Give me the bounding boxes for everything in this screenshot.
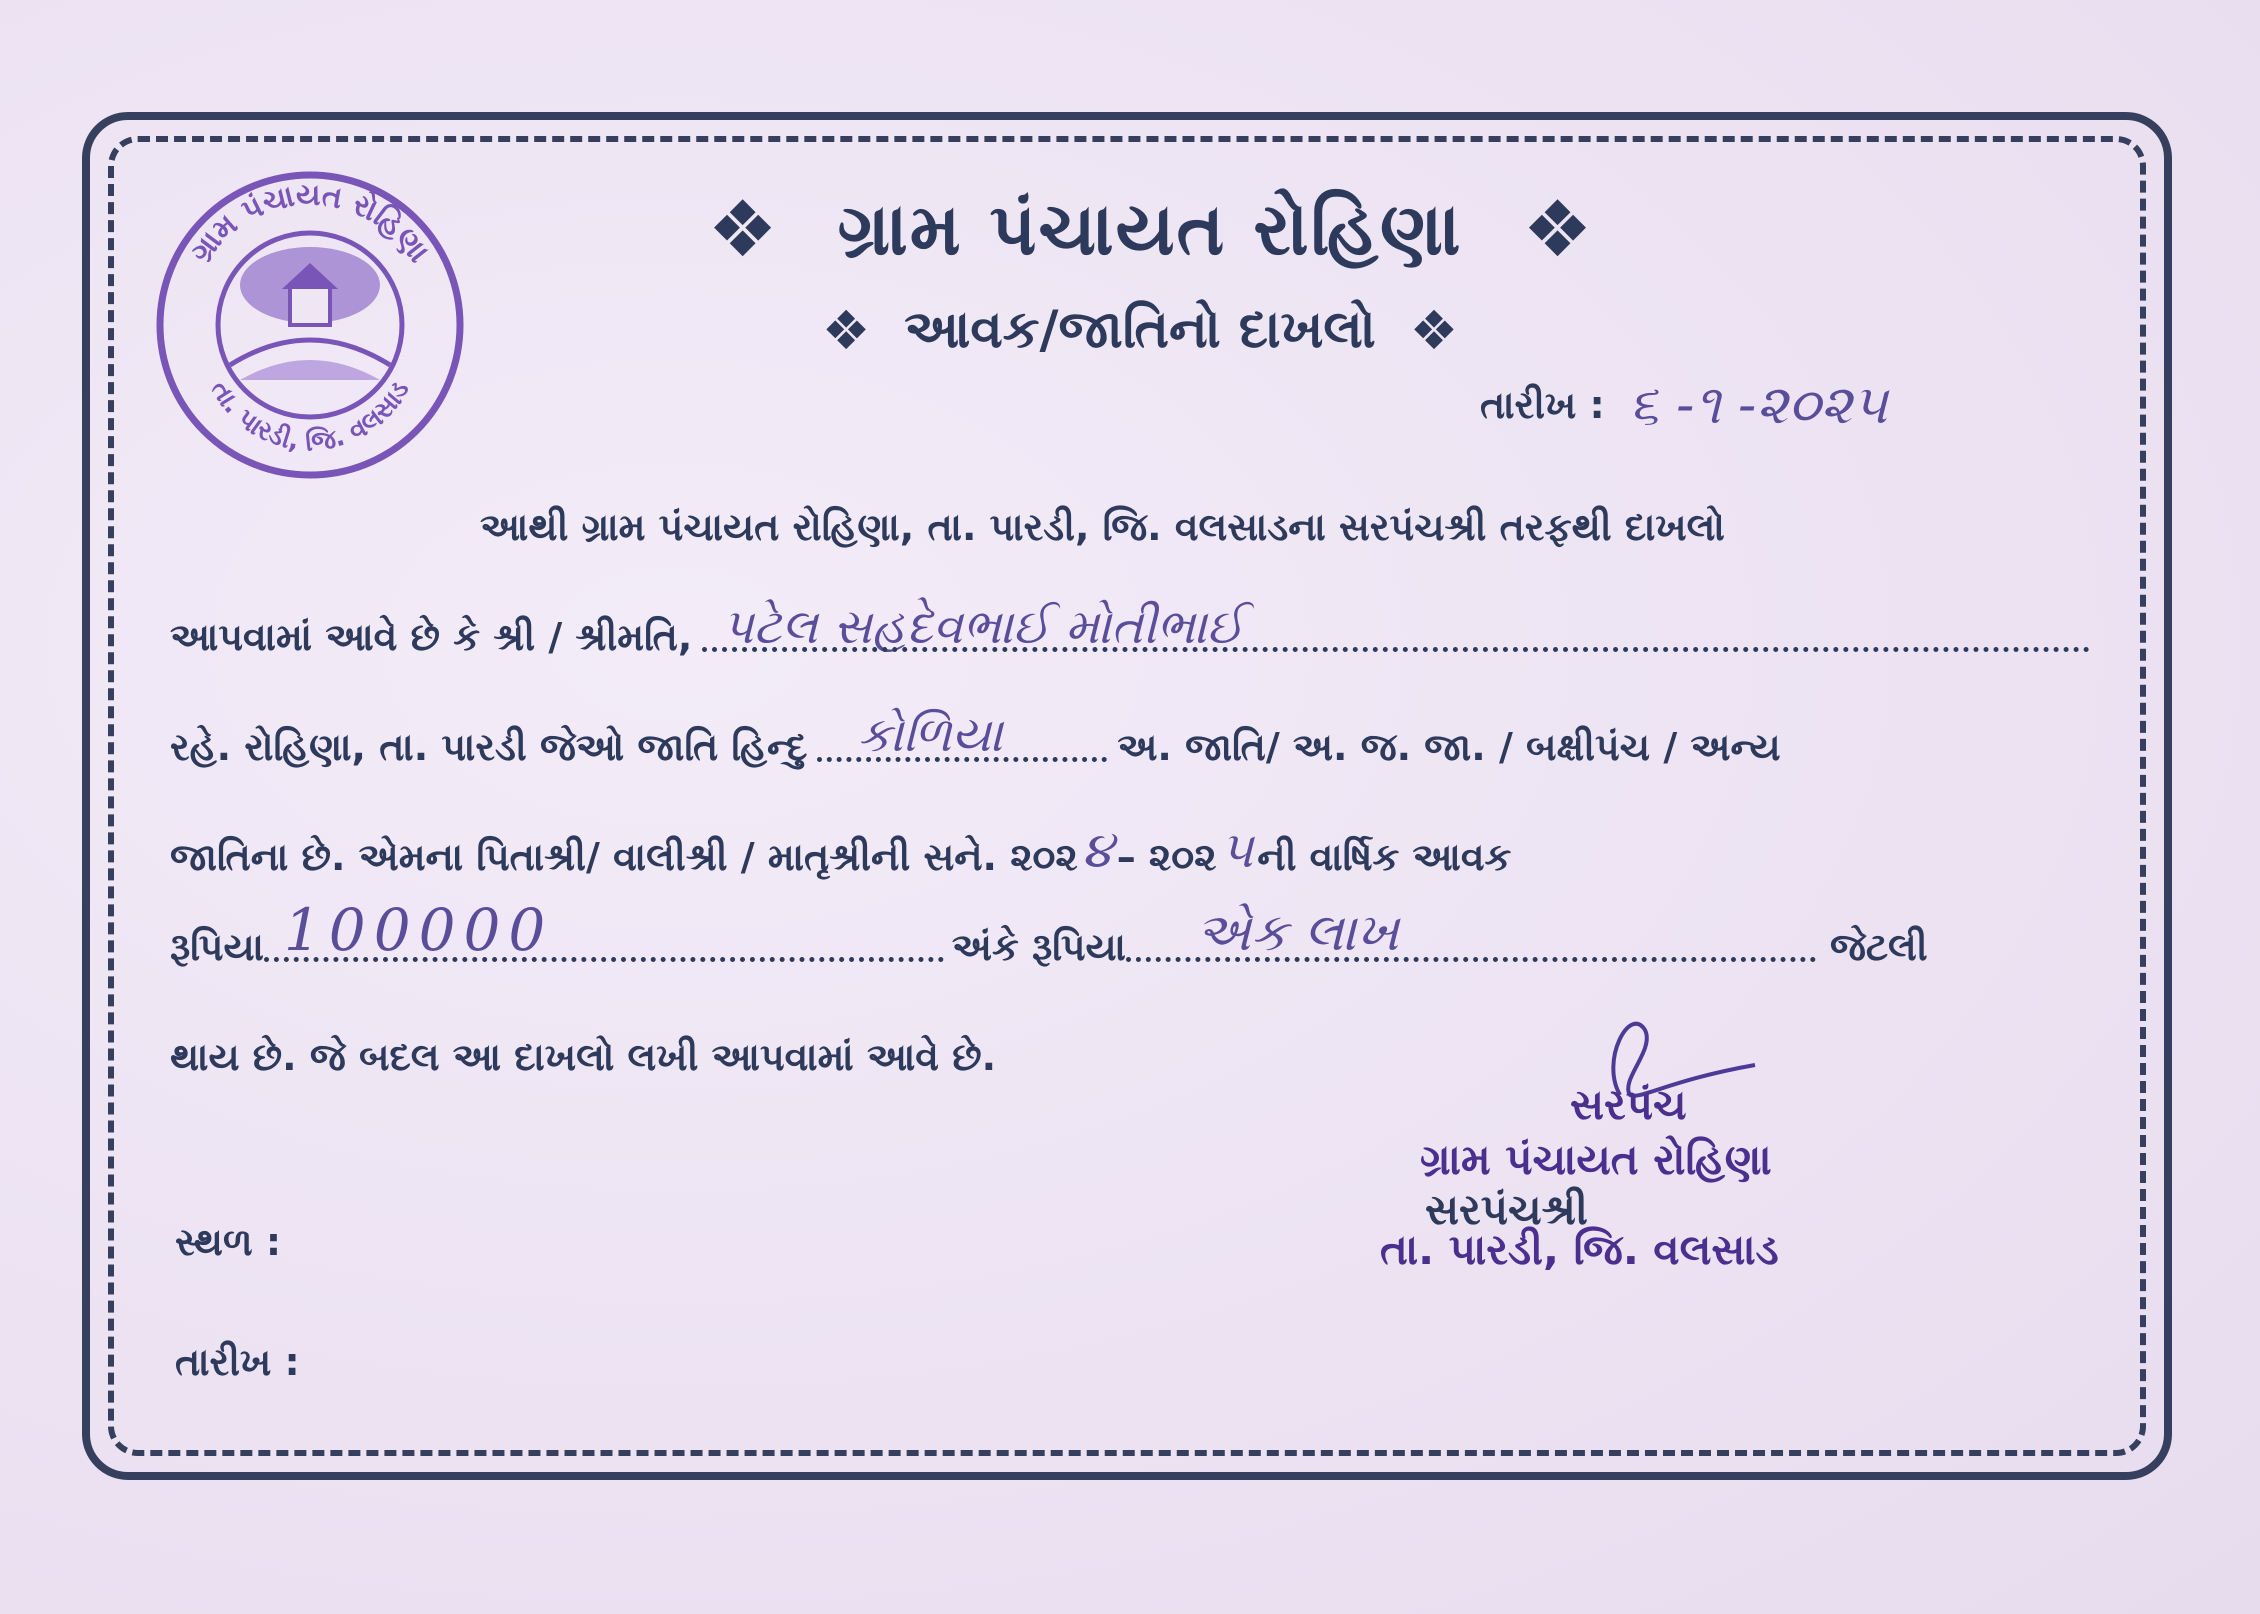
certificate-title — [530, 180, 1770, 280]
issue-date — [1480, 370, 2160, 440]
caste-value: કોળિયા — [857, 707, 1003, 763]
body-line-2 — [170, 590, 2090, 660]
body-line-6-text: થાય છે. જે બદલ આ દાખલો લખી આપવામાં આવે છે. — [170, 1035, 997, 1079]
body-line-3-suffix: અ. જાતિ/ અ. જ. જા. / બક્ષીપંચ / અન્ય — [1117, 725, 1781, 769]
amount-words-dotted-line — [1126, 957, 1816, 962]
body-line-3-prefix: રહે. રોહિણા, તા. પારડી જેઓ જાતિ હિન્દુ — [170, 725, 808, 769]
body-line-1-text: આથી ગ્રામ પંચાયત રોહિણા, તા. પારડી, જિ. વલસાડના સરપંચશ્રી તરફથી દાખલો — [480, 505, 1725, 549]
date-value: ૬ -૧ -૨૦૨૫ — [1628, 373, 1888, 436]
diamond-ornament-icon: ❖ — [1522, 185, 1593, 275]
signature-block — [1380, 1000, 2020, 1280]
body-line-4-prefix: જાતિના છે. એમના પિતાશ્રી/ વાલીશ્રી / માતૃશ્રીની સને. ૨૦૨ — [170, 835, 1078, 879]
body-line-1 — [480, 480, 2090, 550]
caste-dotted-line — [817, 757, 1107, 762]
place-label: સ્થળ : — [175, 1220, 282, 1264]
diamond-ornament-icon: ❖ — [821, 298, 871, 362]
footer-date-label: તારીખ : — [175, 1340, 300, 1384]
seal-top-text: ગ્રામ પંચાયત રોહિણા — [183, 177, 437, 270]
amount-label: રૂપિયા — [170, 925, 264, 969]
body-line-3 — [170, 700, 2090, 770]
year-from: ૪ — [1081, 821, 1113, 879]
page-title: ગ્રામ પંચાયત રોહિણા — [837, 187, 1463, 271]
amount-digits-field — [264, 896, 944, 970]
signature-address: તા. પારડી, જિ. વલસાડ — [1380, 1225, 1779, 1274]
amount-words: એક લાખ — [1195, 903, 1399, 963]
body-line-4 — [170, 810, 2090, 880]
amount-suffix: જેટલી — [1829, 925, 1928, 969]
panchayat-seal-icon — [150, 165, 470, 485]
body-line-4-suffix: ની વાર્ષિક આવક — [1257, 835, 1512, 879]
signature-printed-title: સરપંચશ્રી — [1425, 1185, 1588, 1234]
year-separator: – ૨૦૨ — [1116, 835, 1217, 879]
diamond-ornament-icon: ❖ — [707, 185, 778, 275]
signature-role: સરપંચ — [1570, 1080, 1687, 1129]
amount-words-field — [1126, 900, 1816, 970]
certificate-subtitle — [740, 290, 1540, 370]
date-label: તારીખ : — [1480, 382, 1605, 427]
amount-words-label: અંકે રૂપિયા — [951, 925, 1126, 969]
caste-field — [817, 707, 1107, 770]
seal-bottom-text: તા. પારડી, જિ. વલસાડ — [204, 375, 416, 458]
person-name: પટેલ સહદેવભાઈ મોતીભાઈ — [722, 599, 1244, 655]
signature-org: ગ્રામ પંચાયત રોહિણા — [1420, 1135, 1772, 1184]
amount-dotted-line — [264, 957, 944, 962]
year-to: ૫ — [1220, 821, 1254, 879]
body-line-5 — [170, 896, 2090, 970]
amount-digits: 100000 — [283, 896, 554, 964]
name-dotted-line — [702, 647, 2090, 652]
subtitle-text: આવક/જાતિનો દાખલો — [904, 299, 1376, 360]
diamond-ornament-icon: ❖ — [1409, 298, 1459, 362]
body-line-2-prefix: આપવામાં આવે છે કે શ્રી / શ્રીમતિ, — [170, 615, 693, 659]
